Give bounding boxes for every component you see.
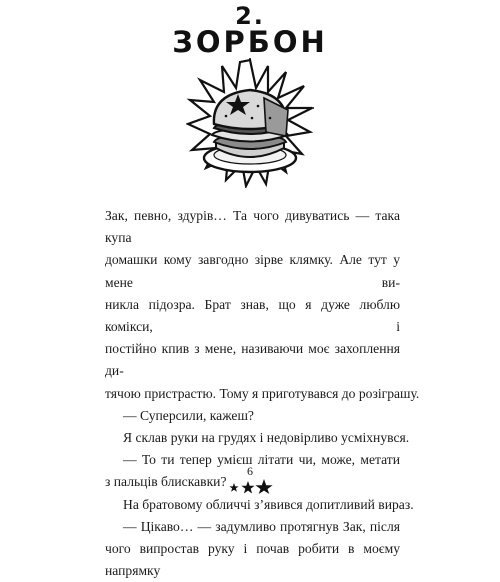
three-stars-icon	[226, 478, 276, 494]
paragraph-line: никла підозра. Брат знав, що я дуже люблю комікси, і	[105, 296, 400, 335]
paragraph-line: На братовому обличчі з’явився допитливий вираз.	[123, 496, 414, 512]
paragraph-line: тячою пристрастю. Тому я приготувався до розіграшу.	[105, 385, 420, 401]
burger-explosion-illustration	[186, 58, 314, 188]
page-number: 6	[247, 464, 253, 478]
dialogue-line: — Цікаво… — задумливо протягнув Зак, після	[123, 518, 400, 534]
paragraph-line: Зак, певно, здурів… Та чого дивуватись — така купа	[105, 208, 400, 246]
chapter-title: ЗОРБОН	[172, 25, 328, 59]
paragraph-line: з пальців блискавки?	[105, 474, 227, 490]
dialogue-line: — То ти тепер умієш літати чи, може, метати	[123, 452, 400, 468]
chapter-number: 2.	[235, 2, 265, 30]
paragraph-line: домашки кому завгодно зірве клямку. Але тут у мене ви-	[105, 252, 400, 290]
paragraph-line: постійно кпив з мене, називаючи моє захоплення ди-	[105, 341, 400, 379]
paragraph-line: чого випростав руку і почав робити в моєму напрямку	[105, 541, 400, 579]
body-text	[105, 205, 420, 582]
paragraph-line: Я склав руки на грудях і недовірливо усміхнувся.	[123, 430, 410, 446]
dialogue-line: — Суперсили, кажеш?	[123, 407, 254, 423]
